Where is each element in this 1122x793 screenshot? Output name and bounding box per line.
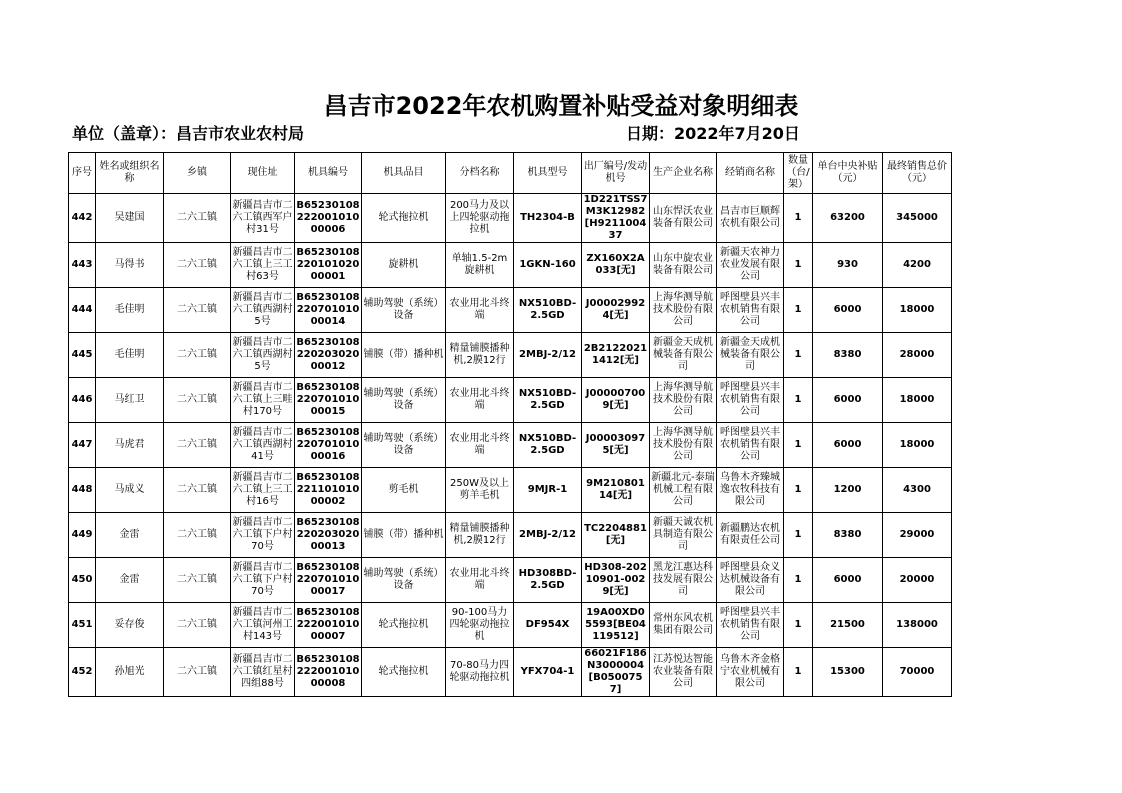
serial-cell: 449 xyxy=(69,513,96,558)
serial-cell: 451 xyxy=(69,603,96,648)
dealer-cell: 新疆天农神力农业发展有限公司 xyxy=(717,243,784,288)
category-cell: 旋耕机 xyxy=(362,243,446,288)
factory-number-cell: 66021F186N3000004[B0500757] xyxy=(582,648,650,697)
address-cell: 新疆昌吉市二六工镇上三畦村170号 xyxy=(231,378,295,423)
page-title: 昌吉市2022年农机购置补贴受益对象明细表 xyxy=(323,92,799,120)
header-cell: 乡镇 xyxy=(164,153,231,194)
manufacturer-cell: 黑龙江惠达科技发展有限公司 xyxy=(650,558,717,603)
name-cell: 妥存俊 xyxy=(96,603,164,648)
header-cell: 机具编号 xyxy=(295,153,362,194)
subsidy-cell: 6000 xyxy=(813,423,883,468)
town-cell: 二六工镇 xyxy=(164,194,231,243)
serial-cell: 452 xyxy=(69,648,96,697)
header-cell: 单台中央补贴（元） xyxy=(813,153,883,194)
town-cell: 二六工镇 xyxy=(164,558,231,603)
address-cell: 新疆昌吉市二六工镇河州工村143号 xyxy=(231,603,295,648)
name-cell: 马得书 xyxy=(96,243,164,288)
model-cell: TH2304-B xyxy=(514,194,582,243)
manufacturer-cell: 上海华测导航技术股份有限公司 xyxy=(650,378,717,423)
manufacturer-cell: 江苏悦达智能农业装备有限公司 xyxy=(650,648,717,697)
subsidy-cell: 930 xyxy=(813,243,883,288)
town-cell: 二六工镇 xyxy=(164,468,231,513)
grade-cell: 农业用北斗终端 xyxy=(446,378,514,423)
total-price-cell: 4200 xyxy=(883,243,952,288)
category-cell: 辅助驾驶（系统）设备 xyxy=(362,558,446,603)
factory-number-cell: J000029924[无] xyxy=(582,288,650,333)
header-cell: 现住址 xyxy=(231,153,295,194)
grade-cell: 70-80马力四轮驱动拖拉机 xyxy=(446,648,514,697)
factory-number-cell: HD308-20210901-0029[无] xyxy=(582,558,650,603)
table-row xyxy=(69,513,952,558)
name-cell: 金雷 xyxy=(96,513,164,558)
model-cell: HD308BD-2.5GD xyxy=(514,558,582,603)
quantity-cell: 1 xyxy=(784,333,813,378)
dealer-cell: 昌吉市巨顺辉农机有限公司 xyxy=(717,194,784,243)
town-cell: 二六工镇 xyxy=(164,378,231,423)
serial-cell: 442 xyxy=(69,194,96,243)
manufacturer-cell: 山东中旋农业装备有限公司 xyxy=(650,243,717,288)
quantity-cell: 1 xyxy=(784,423,813,468)
dealer-cell: 呼图壁县众义达机械设备有限公司 xyxy=(717,558,784,603)
total-price-cell: 138000 xyxy=(883,603,952,648)
town-cell: 二六工镇 xyxy=(164,288,231,333)
machine-id-cell: B6523010822070101000015 xyxy=(295,378,362,423)
header-row xyxy=(69,153,952,194)
name-cell: 吴建国 xyxy=(96,194,164,243)
address-cell: 新疆昌吉市二六工镇西湖村41号 xyxy=(231,423,295,468)
total-price-cell: 18000 xyxy=(883,288,952,333)
name-cell: 毛佳明 xyxy=(96,333,164,378)
total-price-cell: 29000 xyxy=(883,513,952,558)
model-cell: NX510BD-2.5GD xyxy=(514,423,582,468)
manufacturer-cell: 新疆北元-泰瑞机械工程有限公司 xyxy=(650,468,717,513)
machine-id-cell: B6523010822070101000016 xyxy=(295,423,362,468)
address-cell: 新疆昌吉市二六工镇西湖村5号 xyxy=(231,333,295,378)
machine-id-cell: B6523010822200101000007 xyxy=(295,603,362,648)
address-cell: 新疆昌吉市二六工镇上三工村63号 xyxy=(231,243,295,288)
header-cell: 姓名或组织名称 xyxy=(96,153,164,194)
quantity-cell: 1 xyxy=(784,243,813,288)
model-cell: 2MBJ-2/12 xyxy=(514,513,582,558)
name-cell: 马红卫 xyxy=(96,378,164,423)
header-cell: 数量（台/架） xyxy=(784,153,813,194)
manufacturer-cell: 新疆金天成机械装备有限公司 xyxy=(650,333,717,378)
quantity-cell: 1 xyxy=(784,603,813,648)
grade-cell: 90-100马力四轮驱动拖拉机 xyxy=(446,603,514,648)
header-cell: 序号 xyxy=(69,153,96,194)
model-cell: NX510BD-2.5GD xyxy=(514,288,582,333)
serial-cell: 448 xyxy=(69,468,96,513)
category-cell: 辅助驾驶（系统）设备 xyxy=(362,378,446,423)
quantity-cell: 1 xyxy=(784,288,813,333)
name-cell: 金雷 xyxy=(96,558,164,603)
serial-cell: 443 xyxy=(69,243,96,288)
dealer-cell: 乌鲁木齐金格宁农业机械有限公司 xyxy=(717,648,784,697)
subsidy-cell: 1200 xyxy=(813,468,883,513)
total-price-cell: 18000 xyxy=(883,423,952,468)
address-cell: 新疆昌吉市二六工镇下户村70号 xyxy=(231,513,295,558)
grade-cell: 农业用北斗终端 xyxy=(446,288,514,333)
address-cell: 新疆昌吉市二六工镇下户村70号 xyxy=(231,558,295,603)
category-cell: 剪毛机 xyxy=(362,468,446,513)
factory-number-cell: J000007009[无] xyxy=(582,378,650,423)
dealer-cell: 呼图壁县兴丰农机销售有限公司 xyxy=(717,603,784,648)
category-cell: 辅助驾驶（系统）设备 xyxy=(362,423,446,468)
table-row xyxy=(69,243,952,288)
dealer-cell: 新疆金天成机械装备有限公司 xyxy=(717,333,784,378)
date-label: 日期：2022年7月20日 xyxy=(626,124,800,143)
subsidy-cell: 8380 xyxy=(813,513,883,558)
name-cell: 毛佳明 xyxy=(96,288,164,333)
quantity-cell: 1 xyxy=(784,194,813,243)
subsidy-cell: 6000 xyxy=(813,558,883,603)
quantity-cell: 1 xyxy=(784,513,813,558)
category-cell: 轮式拖拉机 xyxy=(362,603,446,648)
total-price-cell: 28000 xyxy=(883,333,952,378)
subsidy-cell: 8380 xyxy=(813,333,883,378)
subsidy-cell: 63200 xyxy=(813,194,883,243)
manufacturer-cell: 新疆天诚农机具制造有限公司 xyxy=(650,513,717,558)
machine-id-cell: B6523010822200101000008 xyxy=(295,648,362,697)
grade-cell: 精量铺膜播种机,2膜12行 xyxy=(446,333,514,378)
dealer-cell: 新疆鹏达农机有限责任公司 xyxy=(717,513,784,558)
address-cell: 新疆昌吉市二六工镇西湖村5号 xyxy=(231,288,295,333)
total-price-cell: 20000 xyxy=(883,558,952,603)
machine-id-cell: B6523010822020302000013 xyxy=(295,513,362,558)
machine-id-cell: B6523010822070101000014 xyxy=(295,288,362,333)
header-cell: 经销商名称 xyxy=(717,153,784,194)
manufacturer-cell: 山东悍沃农业装备有限公司 xyxy=(650,194,717,243)
serial-cell: 444 xyxy=(69,288,96,333)
grade-cell: 250W及以上剪羊毛机 xyxy=(446,468,514,513)
table-row xyxy=(69,468,952,513)
model-cell: DF954X xyxy=(514,603,582,648)
manufacturer-cell: 上海华测导航技术股份有限公司 xyxy=(650,423,717,468)
machine-id-cell: B6523010822070101000017 xyxy=(295,558,362,603)
grade-cell: 单轴1.5-2m旋耕机 xyxy=(446,243,514,288)
quantity-cell: 1 xyxy=(784,468,813,513)
header-cell: 机具品目 xyxy=(362,153,446,194)
header-cell: 出厂编号/发动机号 xyxy=(582,153,650,194)
name-cell: 马虎君 xyxy=(96,423,164,468)
table-row xyxy=(69,333,952,378)
machine-id-cell: B6523010822020302000012 xyxy=(295,333,362,378)
total-price-cell: 4300 xyxy=(883,468,952,513)
subsidy-cell: 6000 xyxy=(813,378,883,423)
model-cell: NX510BD-2.5GD xyxy=(514,378,582,423)
table-row xyxy=(69,648,952,697)
address-cell: 新疆昌吉市二六工镇西军户村31号 xyxy=(231,194,295,243)
grade-cell: 精量铺膜播种机,2膜12行 xyxy=(446,513,514,558)
table-row xyxy=(69,378,952,423)
manufacturer-cell: 上海华测导航技术股份有限公司 xyxy=(650,288,717,333)
total-price-cell: 345000 xyxy=(883,194,952,243)
subsidy-cell: 6000 xyxy=(813,288,883,333)
table-body xyxy=(69,194,952,697)
town-cell: 二六工镇 xyxy=(164,648,231,697)
serial-cell: 445 xyxy=(69,333,96,378)
header-cell: 最终销售总价（元） xyxy=(883,153,952,194)
machine-id-cell: B6523010822010102000001 xyxy=(295,243,362,288)
category-cell: 铺膜（带）播种机 xyxy=(362,333,446,378)
serial-cell: 450 xyxy=(69,558,96,603)
category-cell: 辅助驾驶（系统）设备 xyxy=(362,288,446,333)
header-cell: 生产企业名称 xyxy=(650,153,717,194)
town-cell: 二六工镇 xyxy=(164,333,231,378)
machine-id-cell: B6523010822110101000002 xyxy=(295,468,362,513)
category-cell: 轮式拖拉机 xyxy=(362,194,446,243)
model-cell: 2MBJ-2/12 xyxy=(514,333,582,378)
dealer-cell: 乌鲁木齐臻城逸农牧科技有限公司 xyxy=(717,468,784,513)
table-row xyxy=(69,603,952,648)
machine-id-cell: B6523010822200101000006 xyxy=(295,194,362,243)
model-cell: 9MJR-1 xyxy=(514,468,582,513)
town-cell: 二六工镇 xyxy=(164,423,231,468)
table-row xyxy=(69,288,952,333)
factory-number-cell: TC2204881[无] xyxy=(582,513,650,558)
category-cell: 铺膜（带）播种机 xyxy=(362,513,446,558)
category-cell: 轮式拖拉机 xyxy=(362,648,446,697)
name-cell: 马成义 xyxy=(96,468,164,513)
dealer-cell: 呼图壁县兴丰农机销售有限公司 xyxy=(717,423,784,468)
dealer-cell: 呼图壁县兴丰农机销售有限公司 xyxy=(717,288,784,333)
quantity-cell: 1 xyxy=(784,558,813,603)
unit-label: 单位（盖章）：昌吉市农业农村局 xyxy=(72,124,305,143)
table-row xyxy=(69,558,952,603)
quantity-cell: 1 xyxy=(784,378,813,423)
town-cell: 二六工镇 xyxy=(164,603,231,648)
dealer-cell: 呼图壁县兴丰农机销售有限公司 xyxy=(717,378,784,423)
serial-cell: 446 xyxy=(69,378,96,423)
subsidy-cell: 15300 xyxy=(813,648,883,697)
address-cell: 新疆昌吉市二六工镇红星村四组88号 xyxy=(231,648,295,697)
table-row xyxy=(69,423,952,468)
factory-number-cell: 9M21080114[无] xyxy=(582,468,650,513)
address-cell: 新疆昌吉市二六工镇上三工村16号 xyxy=(231,468,295,513)
town-cell: 二六工镇 xyxy=(164,513,231,558)
model-cell: 1GKN-160 xyxy=(514,243,582,288)
subsidy-cell: 21500 xyxy=(813,603,883,648)
town-cell: 二六工镇 xyxy=(164,243,231,288)
total-price-cell: 18000 xyxy=(883,378,952,423)
manufacturer-cell: 常州东风农机集团有限公司 xyxy=(650,603,717,648)
grade-cell: 农业用北斗终端 xyxy=(446,558,514,603)
table-row xyxy=(69,194,952,243)
name-cell: 孙旭光 xyxy=(96,648,164,697)
factory-number-cell: J000030975[无] xyxy=(582,423,650,468)
factory-number-cell: 1D221TSS7M3K12982[H921100437 xyxy=(582,194,650,243)
factory-number-cell: 19A00XD05593[BE04119512] xyxy=(582,603,650,648)
total-price-cell: 70000 xyxy=(883,648,952,697)
grade-cell: 农业用北斗终端 xyxy=(446,423,514,468)
subsidy-table xyxy=(68,152,952,697)
serial-cell: 447 xyxy=(69,423,96,468)
header-cell: 分档名称 xyxy=(446,153,514,194)
factory-number-cell: 2B21220211412[无] xyxy=(582,333,650,378)
quantity-cell: 1 xyxy=(784,648,813,697)
factory-number-cell: ZX160X2A033[无] xyxy=(582,243,650,288)
grade-cell: 200马力及以上四轮驱动拖拉机 xyxy=(446,194,514,243)
model-cell: YFX704-1 xyxy=(514,648,582,697)
header-cell: 机具型号 xyxy=(514,153,582,194)
